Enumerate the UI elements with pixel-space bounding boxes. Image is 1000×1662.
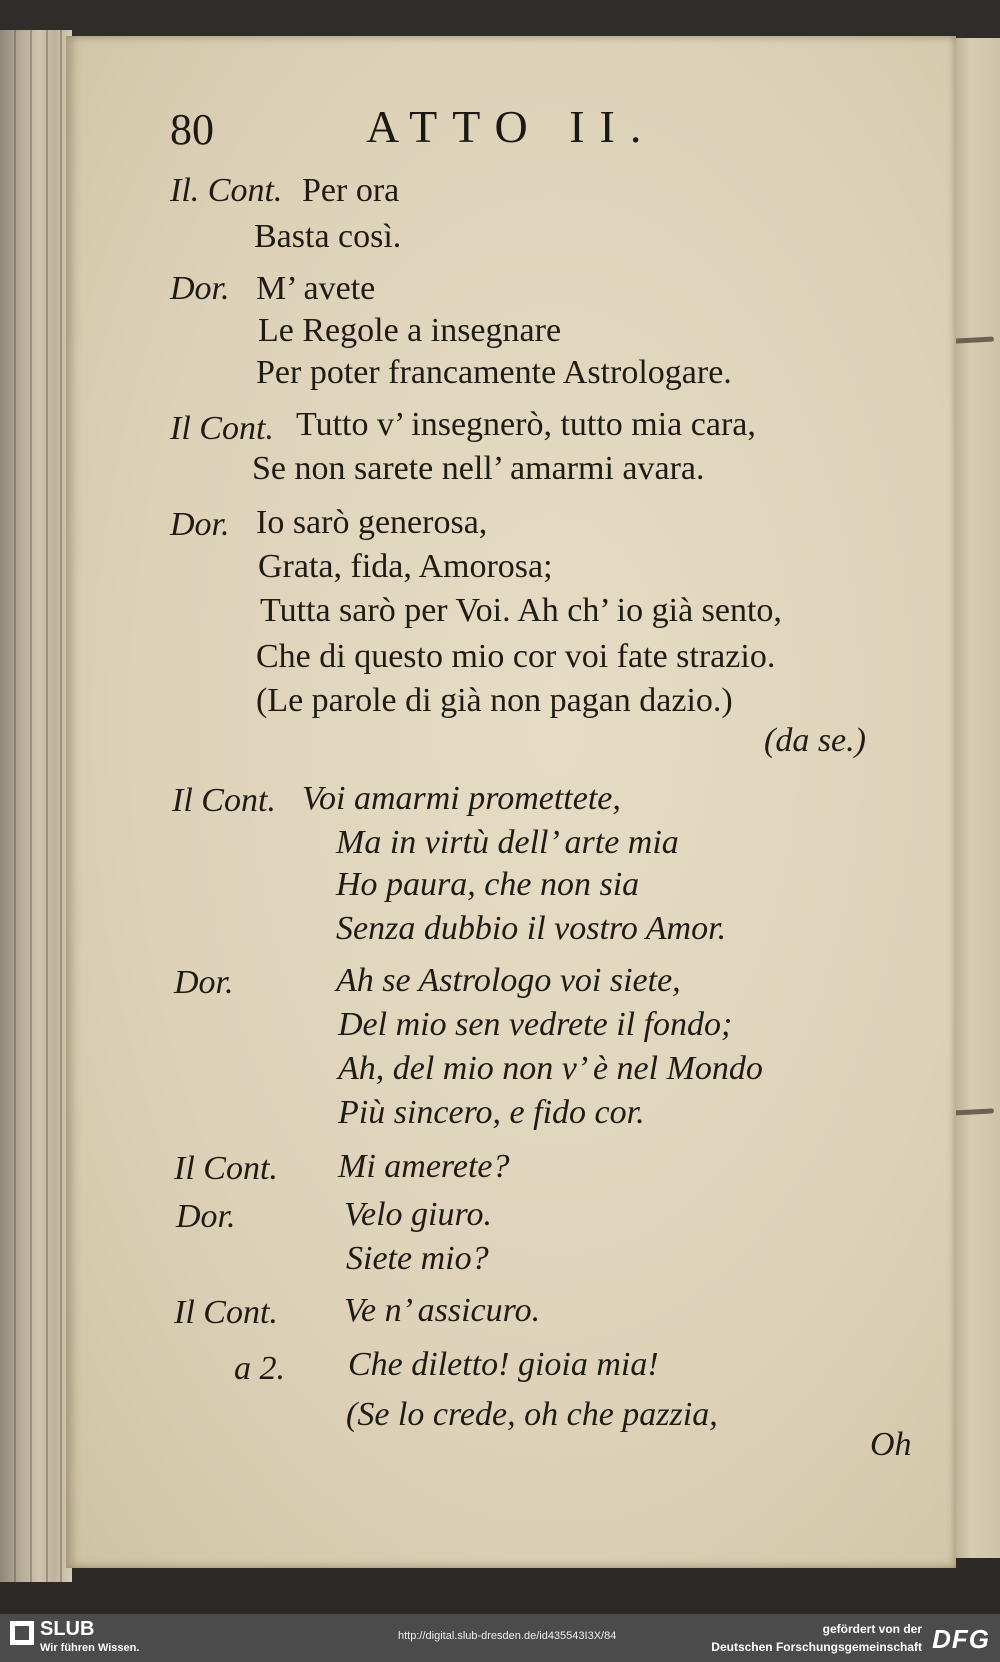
right-page-edge [952, 38, 1000, 1558]
verse-line: Io sarò generosa, [256, 504, 488, 541]
slub-logo-icon [10, 1621, 34, 1645]
funding-line-1: gefördert von der [822, 1622, 922, 1636]
verse-line: Le Regole a insegnare [258, 312, 562, 349]
library-tagline: Wir führen Wissen. [40, 1642, 140, 1654]
aria-line: Mi amerete? [338, 1148, 510, 1185]
aria-line: Ve n’ assicuro. [344, 1292, 541, 1329]
verse-line: (Le parole di già non pagan dazio.) [256, 682, 733, 719]
aria-line: Ah se Astrologo voi siete, [336, 962, 681, 999]
verse-line: Se non sarete nell’ amarmi avara. [252, 450, 705, 487]
dfg-logo: DFG [932, 1624, 990, 1654]
verse-line: Grata, fida, Amorosa; [258, 548, 553, 585]
aria-line: Voi amarmi promettete, [302, 780, 621, 817]
aria-line: Più sincero, e fido cor. [338, 1094, 645, 1131]
permalink[interactable]: http://digital.slub-dresden.de/id435543I3X/84 [398, 1630, 617, 1642]
catchword: Oh [870, 1426, 912, 1463]
stage-direction: (da se.) [764, 722, 866, 759]
speaker-label: Dor. [170, 506, 230, 543]
speaker-label: Il Cont. [174, 1150, 278, 1187]
verse-line: M’ avete [256, 270, 376, 307]
viewer-footer [0, 1614, 1000, 1662]
scan-top-band [0, 0, 1000, 38]
library-name: SLUB [40, 1618, 95, 1640]
aria-line: Velo giuro. [344, 1196, 492, 1233]
verse-line: Basta così. [254, 218, 402, 255]
speaker-label: a 2. [234, 1350, 285, 1387]
aria-line: Ma in virtù dell’ arte mia [336, 824, 679, 861]
aria-line: Senza dubbio il vostro Amor. [336, 910, 727, 947]
speaker-label: Il Cont. [172, 782, 276, 819]
aria-line: Ho paura, che non sia [336, 866, 640, 903]
verse-line: Che di questo mio cor voi fate strazio. [256, 638, 776, 675]
aria-line: Siete mio? [346, 1240, 489, 1277]
verse-line: Tutto v’ insegnerò, tutto mia cara, [296, 406, 756, 443]
aria-line: Del mio sen vedrete il fondo; [338, 1006, 733, 1043]
speaker-label: Il Cont. [170, 410, 274, 447]
verse-line: Tutta sarò per Voi. Ah ch’ io già sento, [260, 592, 782, 629]
verse-line: Per ora [302, 172, 400, 209]
speaker-label: Il. Cont. [170, 172, 283, 209]
speaker-label: Il Cont. [174, 1294, 278, 1331]
aria-line: Ah, del mio non v’ è nel Mondo [338, 1050, 763, 1087]
speaker-label: Dor. [174, 964, 234, 1001]
page-number: 80 [170, 105, 214, 154]
aria-line: Che diletto! gioia mia! [348, 1346, 659, 1383]
funding-line-2: Deutschen Forschungsgemeinschaft [711, 1640, 922, 1654]
verse-line: Per poter francamente Astrologare. [256, 354, 732, 391]
left-page-stack [0, 30, 72, 1582]
speaker-label: Dor. [170, 270, 230, 307]
speaker-label: Dor. [176, 1198, 236, 1235]
aria-line: (Se lo crede, oh che pazzia, [346, 1396, 718, 1433]
running-head: ATTO II. [366, 101, 657, 152]
